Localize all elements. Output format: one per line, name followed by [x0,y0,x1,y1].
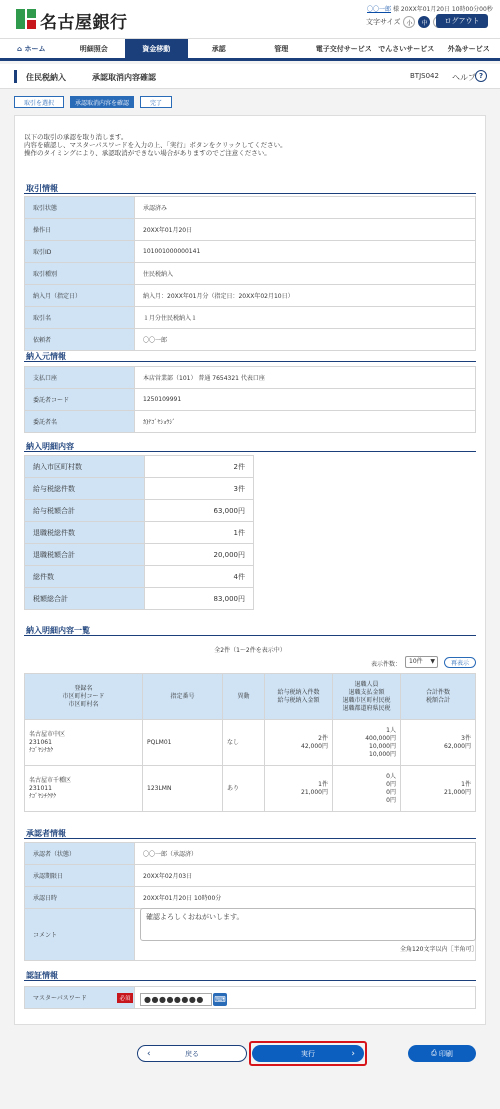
divider [24,635,476,636]
section-detail: 納入明細内容 [26,442,74,451]
auth-table [24,986,476,1009]
cell-change: あり [223,766,265,812]
payer-value: ｶ)ﾅｺﾞﾔｼｮｳｼﾞ [135,411,476,433]
approver-value: 20XX年02月03日 [135,865,476,887]
divider [24,193,476,194]
cell-retire: 0人 0円 0円 0円 [333,766,401,812]
bank-name: 名古屋銀行 [40,13,128,33]
software-keyboard-icon[interactable]: ⌨ [214,995,226,1004]
detail-value: 20,000円 [145,544,254,566]
cell-retire: 1人 400,000円 10,000円 10,000円 [333,720,401,766]
print-button[interactable]: ⎙ 印刷 [408,1045,476,1062]
detail-label: 退職税額合計 [25,544,145,566]
nav-densai[interactable]: でんさいサービス [378,44,435,53]
nav-approval[interactable]: 承認 [211,44,226,53]
cell-name: 名古屋市千種区 231011 ﾅｺﾞﾔｼﾁｸｻｸ [25,766,143,812]
trans-label: 取引ID [25,241,135,263]
table-row [25,766,476,812]
required-badge: 必須 [117,993,133,1003]
login-time: 20XX年01月20日 10時00分00秒 [400,6,493,13]
user-name-link[interactable]: 〇〇一郎 [367,6,392,13]
trans-value: 〇〇一郎 [135,329,476,351]
trans-value: 承認済み [135,197,476,219]
trans-label: 取引種別 [25,263,135,285]
font-medium-button[interactable]: 中 [418,16,430,28]
screen-id: BTJS042 [410,72,439,80]
trans-label: 取引名 [25,307,135,329]
comment-textarea[interactable]: 確認よろしくおねがいします。 [140,908,476,941]
chevron-left-icon: ‹ [147,1048,151,1059]
chevron-down-icon: ▼ [430,658,435,665]
trans-value: １月分住民税納入１ [135,307,476,329]
payer-table [24,366,476,433]
detail-label: 給与税総件数 [25,478,145,500]
approver-label: 承認期限日 [25,865,135,887]
bank-logo-icon [14,7,38,31]
auth-label: マスターパスワード [25,987,135,1009]
trans-value: 101001000000141 [135,241,476,263]
user-suffix: 様 [392,6,399,13]
col-header: 給与税納入件数 給与税納入金額 [265,674,333,720]
cell-change: なし [223,720,265,766]
col-header: 指定番号 [143,674,223,720]
help-icon[interactable]: ? [475,70,487,82]
chevron-right-icon: › [351,1048,355,1059]
nav-transfer[interactable]: 資金移動 [125,39,188,58]
trans-value: 納入月：20XX年01月分（指定日：20XX年02月10日） [135,285,476,307]
detail-value: 83,000円 [145,588,254,610]
step-complete: 完了 [140,96,172,108]
divider [24,361,476,362]
font-small-button[interactable]: 小 [403,16,415,28]
trans-label: 取引状態 [25,197,135,219]
divider [24,838,476,839]
detail-value: 3件 [145,478,254,500]
step-indicator [14,96,178,108]
approver-value: 20XX年01月20日 10時00分 [135,887,476,909]
home-icon: ⌂ [17,44,25,53]
logout-button[interactable]: ログアウト [436,14,488,28]
detail-value: 1件 [145,522,254,544]
header [0,0,500,38]
display-count-label: 表示件数： [371,661,402,668]
nav-forex[interactable]: 外為サービス [447,44,490,53]
col-header: 登録名 市区町村コード 市区町村名 [25,674,143,720]
nav-home[interactable]: ⌂ ホーム [17,44,46,53]
font-size-label: 文字サイズ [366,18,401,26]
page-title: 住民税納入 [26,73,66,82]
nav-admin[interactable]: 管理 [274,44,289,53]
help-link[interactable]: ヘルプ [452,73,476,82]
trans-label: 操作日 [25,219,135,241]
page-title-bar [0,64,500,89]
detail-label: 納入市区町村数 [25,456,145,478]
nav-inquiry[interactable]: 明細照会 [79,44,108,53]
payer-label: 委託者名 [25,411,135,433]
section-list: 納入明細内容一覧 [26,626,90,635]
back-button[interactable]: ‹ 戻る [137,1045,247,1062]
font-size-switcher [366,15,445,29]
cell-total: 3件 62,000円 [401,720,476,766]
approver-label: 承認日時 [25,887,135,909]
trans-table [24,196,476,351]
printer-icon: ⎙ [431,1049,439,1057]
master-password-input[interactable]: ●●●●●●●● [140,993,212,1006]
section-auth: 認証情報 [26,971,58,980]
trans-label: 依頼者 [25,329,135,351]
intro-text: 以下の取引の承認を取り消します。 内容を確認し、マスターパスワードを入力の上、「実行」ボタンをクリックしてください。 操作のタイミングにより、承認取消ができない場合がありますのでご注意ください。 [24,133,287,157]
trans-label: 納入月（指定日） [25,285,135,307]
detail-label: 退職税総件数 [25,522,145,544]
payer-value: 本店営業部（101） 普通 7654321 代表口座 [135,367,476,389]
table-row [25,720,476,766]
detail-table [24,455,254,610]
detail-list-table [24,673,476,812]
detail-label: 給与税額合計 [25,500,145,522]
comment-hint: 全角120文字以内［半角可］ [400,946,478,953]
payer-label: 委託者コード [25,389,135,411]
divider [24,980,476,981]
step-confirm: 承認取消内容を確認 [70,96,134,108]
redisplay-button[interactable]: 再表示 [444,657,476,668]
trans-value: 住民税納入 [135,263,476,285]
trans-value: 20XX年01月20日 [135,219,476,241]
per-page-select[interactable]: 10件 ▼ [405,656,438,668]
page-subtitle: 承認取消内容確認 [92,73,156,82]
section-payer: 納入元情報 [26,352,66,361]
title-accent [14,70,17,83]
execute-button[interactable]: 実行 › [252,1045,364,1062]
detail-value: 2件 [145,456,254,478]
global-nav [0,38,500,61]
payer-label: 支払口座 [25,367,135,389]
col-header: 異動 [223,674,265,720]
section-approver: 承認者情報 [26,829,66,838]
payer-value: 1250109991 [135,389,476,411]
approver-value: 〇〇一郎（承認済） [135,843,476,865]
cell-num: PQLM01 [143,720,223,766]
detail-value: 4件 [145,566,254,588]
cell-num: 123LMN [143,766,223,812]
cell-salary: 2件 42,000円 [265,720,333,766]
user-info [367,4,493,13]
detail-label: 税額総合計 [25,588,145,610]
cell-name: 名古屋市中区 231061 ﾅｺﾞﾔｼﾅｶｸ [25,720,143,766]
divider [24,451,476,452]
col-header: 合計件数 税額合計 [401,674,476,720]
section-trans: 取引情報 [26,184,58,193]
paging-info: 全2件（1〜2件を表示中） [214,647,286,654]
nav-e-delivery[interactable]: 電子交付サービス [315,44,372,53]
cell-salary: 1件 21,000円 [265,766,333,812]
cell-total: 1件 21,000円 [401,766,476,812]
detail-value: 63,000円 [145,500,254,522]
approver-label: 承認者（状態） [25,843,135,865]
step-select: 取引を選択 [14,96,64,108]
detail-label: 総件数 [25,566,145,588]
comment-label: コメント [25,909,135,961]
col-header: 退職人員 退職支払金額 退職市区町村民税 退職都道府県民税 [333,674,401,720]
